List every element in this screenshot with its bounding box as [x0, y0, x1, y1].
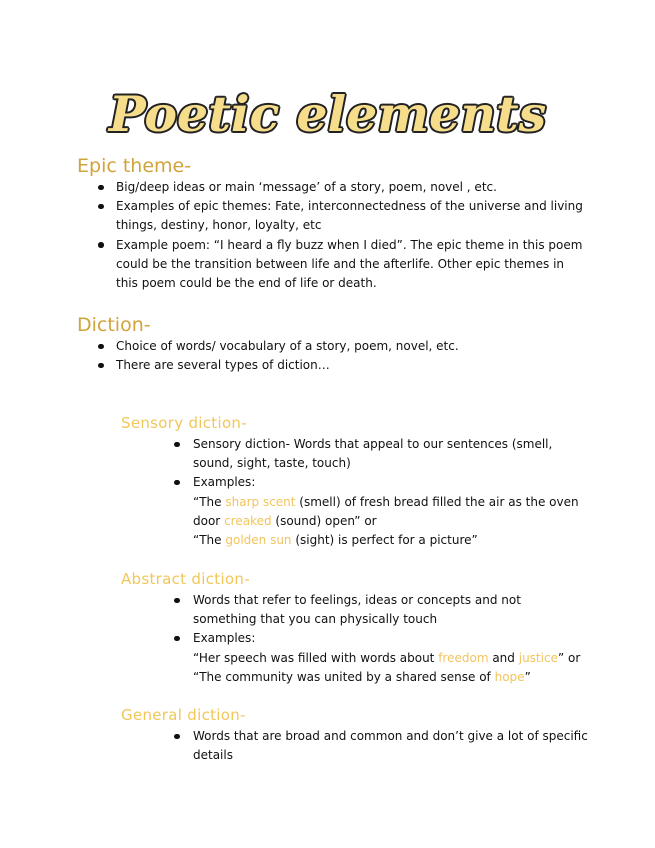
- list-item: [193, 473, 593, 550]
- bullet-text: Big/deep ideas or main ‘message’ of a story, poem, novel , etc.: [116, 180, 497, 194]
- heading-sensory-diction: Sensory diction-: [121, 414, 247, 432]
- example-line: [193, 531, 593, 550]
- list-item: [193, 435, 593, 473]
- bullet-text: this poem could be the end of life or death.: [116, 276, 377, 291]
- bullet-text: could be the transition between life and the afterlife. Other epic themes in: [116, 256, 565, 271]
- highlighted-word: justice: [518, 650, 558, 665]
- bullet-text: sound, sight, taste, touch): [193, 456, 351, 471]
- example-text: and: [488, 650, 519, 665]
- heading-epic-theme: Epic theme-: [77, 155, 192, 177]
- example-text: ”: [524, 669, 531, 684]
- epic-theme-list: [116, 178, 591, 293]
- highlighted-word: hope: [494, 669, 525, 684]
- bullet-text: Examples:: [193, 631, 256, 646]
- bullet-text: Examples of epic themes: Fate, interconnectedness of the universe and living: [116, 199, 583, 214]
- example-text: (smell) of fresh bread filled the air as the oven: [295, 494, 579, 509]
- bullet-text: Words that refer to feelings, ideas or concepts and not: [193, 593, 521, 607]
- list-item: [116, 236, 591, 294]
- example-text: “The: [193, 494, 226, 509]
- bullet-text: Sensory diction- Words that appeal to our sentences (smell,: [193, 437, 553, 451]
- example-text: “The: [193, 533, 226, 548]
- bullet-text: Words that are broad and common and don’t give a lot of specific: [193, 729, 588, 743]
- example-line: [193, 668, 593, 687]
- example-line: [193, 493, 593, 512]
- bullet-text: things, destiny, honor, loyalty, etc: [116, 218, 322, 233]
- heading-general-diction: General diction-: [121, 706, 246, 724]
- sensory-diction-list: [193, 435, 593, 550]
- highlighted-word: creaked: [224, 513, 272, 528]
- example-text: (sound) open” or: [271, 513, 377, 528]
- list-item: [193, 629, 593, 687]
- bullet-text: Example poem: “I heard a fly buzz when I died”. The epic theme in this poem: [116, 237, 583, 252]
- bullet-text: Choice of words/ vocabulary of a story, poem, novel, etc.: [116, 339, 459, 353]
- general-diction-list: [193, 727, 593, 765]
- example-text: door: [193, 513, 225, 528]
- example-text: (sight) is perfect for a picture”: [291, 533, 478, 548]
- bullet-text: details: [193, 748, 233, 763]
- list-item: [116, 356, 591, 375]
- list-item: [116, 337, 591, 356]
- highlighted-word: golden sun: [225, 533, 292, 548]
- highlighted-word: freedom: [438, 650, 489, 665]
- page-title: Poetic elements: [108, 85, 547, 143]
- diction-list: [116, 337, 591, 375]
- list-item: [116, 178, 591, 197]
- list-item: [193, 727, 593, 765]
- example-text: “Her speech was filled with words about: [193, 650, 439, 665]
- example-line: [193, 649, 593, 668]
- heading-diction: Diction-: [77, 314, 151, 336]
- example-line: [193, 512, 593, 531]
- list-item: [193, 591, 593, 629]
- example-text: ” or: [557, 650, 581, 665]
- bullet-text: Examples:: [193, 475, 256, 490]
- example-text: “The community was united by a shared sense of: [193, 669, 495, 684]
- abstract-diction-list: [193, 591, 593, 687]
- heading-abstract-diction: Abstract diction-: [121, 570, 250, 588]
- bullet-text: something that you can physically touch: [193, 612, 438, 627]
- list-item: [116, 197, 591, 235]
- highlighted-word: sharp scent: [225, 494, 296, 509]
- bullet-text: There are several types of diction…: [116, 358, 330, 373]
